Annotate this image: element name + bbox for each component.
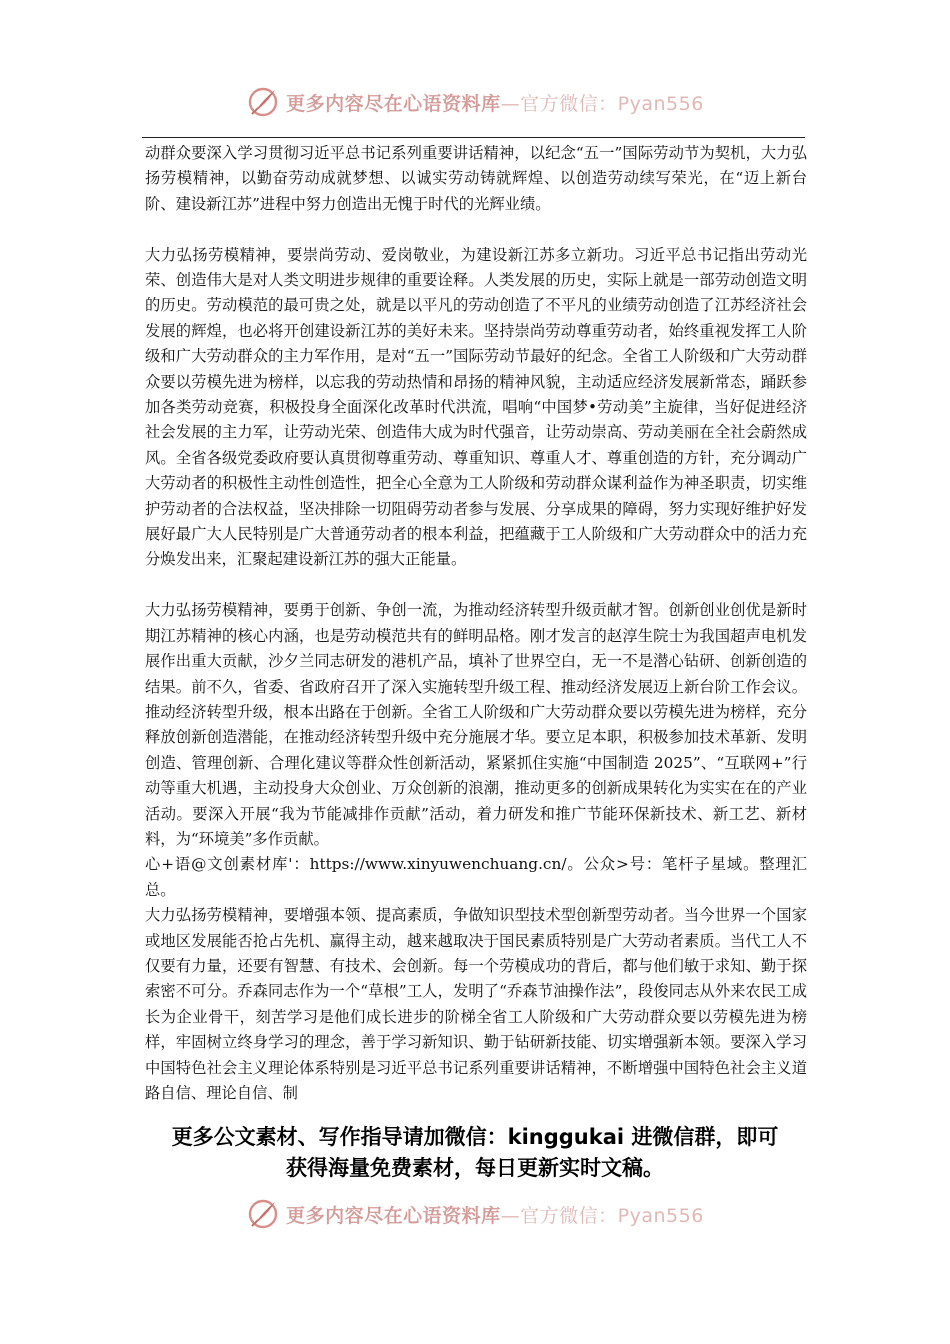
banner-title: 更多内容尽在心语资料库 (286, 1204, 501, 1227)
promo-note (120, 1122, 830, 1184)
paragraph-3: 大力弘扬劳模精神，要勇于创新、争创一流，为推动经济转型升级贡献才智。创新创业创优是新时期江苏精神的核心内涵，也是劳动模范共有的鲜明品格。刚才发言的赵淳生院士为我国超声电机发展作出重大贡献，沙夕兰同志研发的港机产品，填补了世界空白，无一不是潜心钻研、创新创造的结果。前不久，省委、省政府召开了深入实施转型升级工程、推动经济发展迈上新台阶工作会议。推动经济转型升级，根本出路在于创新。全省工人阶级和广大劳动群众要以劳模先进为榜样，充分释放创新创造潜能，在推动经济转型升级中充分施展才华。要立足本职，积极参加技术革新、发明创造、管理创新、合理化建议等群众性创新活动，紧紧抓住实施“中国制造 2025”、“互联网+”行动等重大机遇，主动投身大众创业、万众创新的浪潮，推动更多的创新成果转化为实实在在的产业活动。要深入开展“我为节能减排作贡献”活动，着力研发和推广节能环保新技术、新工艺、新材料，为“环境美”多作贡献。 (145, 601, 807, 848)
banner-wechat: —官方微信：Pyan556 (500, 92, 704, 115)
banner-wechat: —官方微信：Pyan556 (500, 1204, 704, 1227)
feather-quill-icon (246, 85, 280, 119)
source-note: 心+语@文创素材库'：https://www.xinyuwenchuang.cn/。公众>号：笔杆子星域。整理汇总。 (145, 855, 807, 899)
paragraph-gap (145, 573, 807, 598)
paragraph-4: 大力弘扬劳模精神，要增强本领、提高素质，争做知识型技术型创新型劳动者。当今世界一个国家或地区发展能否抢占先机、赢得主动，越来越取决于国民素质特别是广大劳动者素质。当代工人不仅要有力量，还要有智慧、有技术、会创新。每一个劳模成功的背后，都与他们敏于求知、勤于探索密不可分。乔森同志作为一个“草根”工人，发明了“乔森节油操作法”，段俊同志从外来农民工成长为企业骨干，刻苦学习是他们成长进步的阶梯全省工人阶级和广大劳动群众要以劳模先进为榜样，牢固树立终身学习的理念，善于学习新知识、勤于钻研新技能、切实增强新本领。要深入学习中国特色社会主义理论体系特别是习近平总书记系列重要讲话精神，不断增强中国特色社会主义道路自信、理论自信、制 (145, 906, 807, 1102)
header-rule (142, 137, 805, 138)
banner-text (286, 89, 704, 116)
banner-text (286, 1201, 704, 1228)
feather-quill-icon (246, 1197, 280, 1231)
paragraph-1: 动群众要深入学习贯彻习近平总书记系列重要讲话精神，以纪念“五一”国际劳动节为契机，大力弘扬劳模精神，以勤奋劳动成就梦想、以诚实劳动铸就辉煌、以创造劳动续写荣光，在“迈上新台阶、建设新江苏”进程中努力创造出无愧于时代的光辉业绩。 (145, 144, 807, 213)
promo-line-2: 获得海量免费素材，每日更新实时文稿。 (286, 1156, 664, 1180)
promo-line-1: 更多公文素材、写作指导请加微信：kinggukai 进微信群，即可 (171, 1125, 779, 1149)
banner-title: 更多内容尽在心语资料库 (286, 92, 501, 115)
paragraph-gap (145, 217, 807, 242)
document-body (145, 141, 807, 1106)
paragraph-2: 大力弘扬劳模精神，要崇尚劳动、爱岗敬业，为建设新江苏多立新功。习近平总书记指出劳动光荣、创造伟大是对人类文明进步规律的重要诠释。人类发展的历史，实际上就是一部劳动创造文明的历史。劳动模范的最可贵之处，就是以平凡的劳动创造了不平凡的业绩劳动创造了江苏经济社会发展的辉煌，也必将开创建设新江苏的美好未来。坚持崇尚劳动尊重劳动者，始终重视发挥工人阶级和广大劳动群众的主力军作用，是对“五一”国际劳动节最好的纪念。全省工人阶级和广大劳动群众要以劳模先进为榜样，以忘我的劳动热情和昂扬的精神风貌，主动适应经济发展新常态，踊跃参加各类劳动竞赛，积极投身全面深化改革时代洪流，唱响“中国梦•劳动美”主旋律，当好促进经济社会发展的主力军，让劳动光荣、创造伟大成为时代强音，让劳动崇高、劳动美丽在全社会蔚然成风。全省各级党委政府要认真贯彻尊重劳动、尊重知识、尊重人才、尊重创造的方针，充分调动广大劳动者的积极性主动性创造性，把全心全意为工人阶级和劳动群众谋利益作为神圣职责，切实维护劳动者的合法权益，坚决排除一切阻碍劳动者参与发展、分享成果的障碍，努力实现好维护好发展好最广大人民特别是广大普通劳动者的根本利益，把蕴藏于工人阶级和广大劳动群众中的活力充分焕发出来，汇聚起建设新江苏的强大正能量。 (145, 245, 807, 569)
footer-banner (0, 1194, 950, 1234)
header-banner (0, 82, 950, 122)
